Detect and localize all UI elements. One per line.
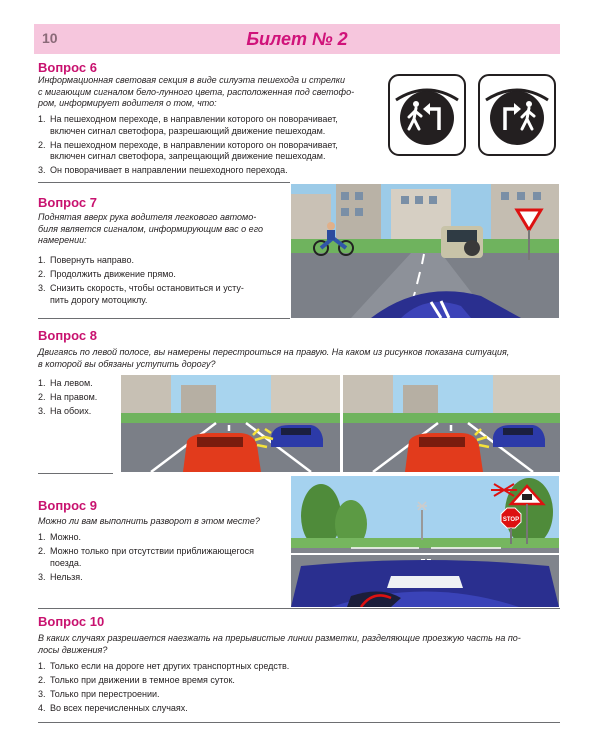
question-8-answers	[38, 378, 118, 420]
question-10-answers	[38, 661, 538, 717]
answer-option[interactable]: 4. Во всех перечисленных случаях.	[38, 703, 188, 713]
question-6-text: Информационная световая секция в виде силуэта пешехода и стрелки с мигающим сигналом бело-лунного цвета, расположенная под светофо- ром, информирует водителя о том, что:	[38, 75, 355, 108]
question-7-text: Поднятая вверх рука водителя легкового автомо- биля является сигналом, информирующим вас о его намерении:	[38, 212, 264, 245]
answer-option[interactable]: 2. Продолжить движение прямо.	[38, 269, 176, 279]
divider	[38, 608, 560, 609]
answer-option[interactable]: 1. Можно.	[38, 532, 81, 542]
divider	[38, 722, 560, 723]
answer-option[interactable]: 3. Снизить скорость, чтобы остановиться и усту- пить дорогу мотоциклу.	[38, 283, 244, 305]
answer-option[interactable]: 1. На левом.	[38, 378, 93, 388]
question-8-left-image	[121, 375, 340, 472]
question-6-title: Вопрос 6	[38, 60, 97, 75]
question-7-scene-image	[291, 184, 559, 318]
question-9-title: Вопрос 9	[38, 498, 97, 513]
question-9-text: Можно ли вам выполнить разворот в этом месте?	[38, 516, 260, 526]
question-8-title: Вопрос 8	[38, 328, 97, 343]
answer-option[interactable]: 1. Повернуть направо.	[38, 255, 134, 265]
question-6-signal-images	[388, 74, 556, 156]
answer-option[interactable]: 3. На обоих.	[38, 406, 92, 416]
answer-option[interactable]: 2. На правом.	[38, 392, 98, 402]
question-8-right-image	[343, 375, 560, 472]
answer-option[interactable]: 2. На пешеходном переходе, в направлении которого он поворачивает, включен сигнал светофора, запрещающий движение пешеходам.	[38, 139, 338, 161]
divider	[38, 182, 290, 183]
question-7-title: Вопрос 7	[38, 195, 97, 210]
page-number: 10	[42, 30, 58, 46]
answer-option[interactable]: 3. Нельзя.	[38, 571, 83, 582]
answer-option[interactable]: 2. Можно только при отсутствии приближающегося поезда.	[38, 546, 255, 568]
divider	[38, 473, 113, 474]
right-arrow-pedestrian-signal-icon	[479, 75, 555, 155]
question-10-title: Вопрос 10	[38, 614, 105, 629]
stop-sign-text: STOP	[502, 517, 520, 523]
ticket-title: Билет № 2	[246, 28, 348, 49]
answer-option[interactable]: 2. Только при движении в темное время суток.	[38, 675, 235, 685]
question-9-scene-image	[291, 476, 559, 607]
page-header	[34, 24, 560, 54]
question-9-answers	[38, 532, 288, 586]
question-7-answers	[38, 255, 288, 309]
question-8-text: Двигаясь по левой полосе, вы намерены перестроиться на правую. На каком из рисунков показана ситуация, в которой вы обязаны уступить дорогу?	[38, 347, 510, 369]
answer-option[interactable]: 3. Он поворачивает в направлении пешеходного перехода.	[38, 165, 288, 175]
answer-option[interactable]: 1. Только если на дороге нет других транспортных средств.	[38, 661, 290, 671]
answer-option[interactable]: 1. На пешеходном переходе, в направлении которого он поворачивает, включен сигнал светофора, разрешающий движение пешеходам.	[38, 114, 338, 136]
question-10-text: В каких случаях разрешается наезжать на прерывистые линии разметки, разделяющие проезжую часть на по- лосы движения?	[38, 633, 521, 655]
answer-option[interactable]: 3. Только при перестроении.	[38, 689, 160, 699]
divider	[38, 318, 290, 319]
question-6-answers	[38, 114, 383, 179]
pedestrian-left-arrow-signal-icon	[389, 75, 465, 155]
